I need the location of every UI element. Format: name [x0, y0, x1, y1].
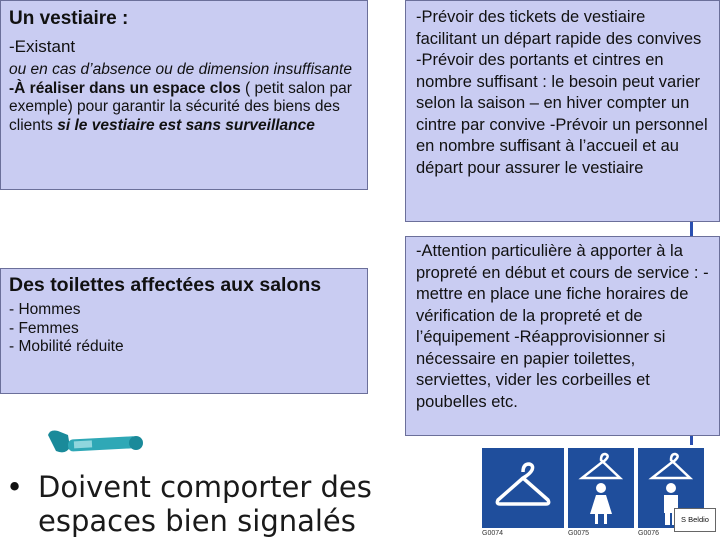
- toilettes-item-mobilite: - Mobilité réduite: [9, 338, 124, 355]
- vestiaire-details-text: -Prévoir des tickets de vestiaire facilitant un départ rapide des convives -Prévoir des portants et cintres en nombre suffisant : le besoin peut varier selon la saison – en hiver compter un cintre par convive -Prévoir un personnel en nombre suffisant à l’accueil et au départ pour assurer le vestiaire: [416, 8, 708, 177]
- vestiaire-surveillance: si le vestiaire est sans surveillance: [57, 116, 315, 134]
- hanger-sign-icon: [482, 448, 564, 528]
- sign-code-3: G0076: [638, 530, 660, 537]
- pictogram-signs: [476, 448, 720, 540]
- vestiaire-title: Un vestiaire :: [9, 8, 129, 29]
- toilettes-box: [0, 268, 368, 394]
- vestiaire-details-box: [405, 0, 720, 222]
- toilettes-item-femmes: - Femmes: [9, 319, 79, 337]
- toilettes-item-hommes: - Hommes: [9, 301, 81, 318]
- vestiaire-ou-line: ou en cas d’absence ou de dimension insuffisante: [9, 61, 352, 78]
- toilettes-details-box: [405, 236, 720, 436]
- toilettes-details-text: -Attention particulière à apporter à la propreté en début et cours de service : -mettre en place une fiche horaires de vérification de la propreté et de l’équipement -Réapprovisionner si nécessaire en papier toilettes, serviettes, vider les corbeilles et poubelles etc.: [416, 242, 709, 411]
- vestiaire-realiser-rest: ( petit salon par exemple) pour garantir la sécurité des biens des clients: [9, 79, 352, 134]
- vestiaire-box: [0, 0, 368, 190]
- sign-code-1: G0074: [482, 530, 504, 537]
- credit-label: S Beldio: [674, 508, 716, 532]
- vestiaire-existant: -Existant: [9, 37, 76, 56]
- toilettes-title: Des toilettes affectées aux salons: [9, 274, 322, 296]
- vestiaire-realiser-bold: -À réaliser dans un espace clos: [9, 79, 241, 97]
- women-cloakroom-sign-icon: [568, 448, 634, 528]
- vestiaire-realiser-paragraph: [9, 80, 359, 136]
- sign-code-2: G0075: [568, 530, 590, 537]
- bullet-text: Doivent comporter des espaces bien signalés: [38, 470, 372, 538]
- bullet-dot: •: [6, 470, 24, 504]
- clipart-key-icon: [40, 425, 150, 463]
